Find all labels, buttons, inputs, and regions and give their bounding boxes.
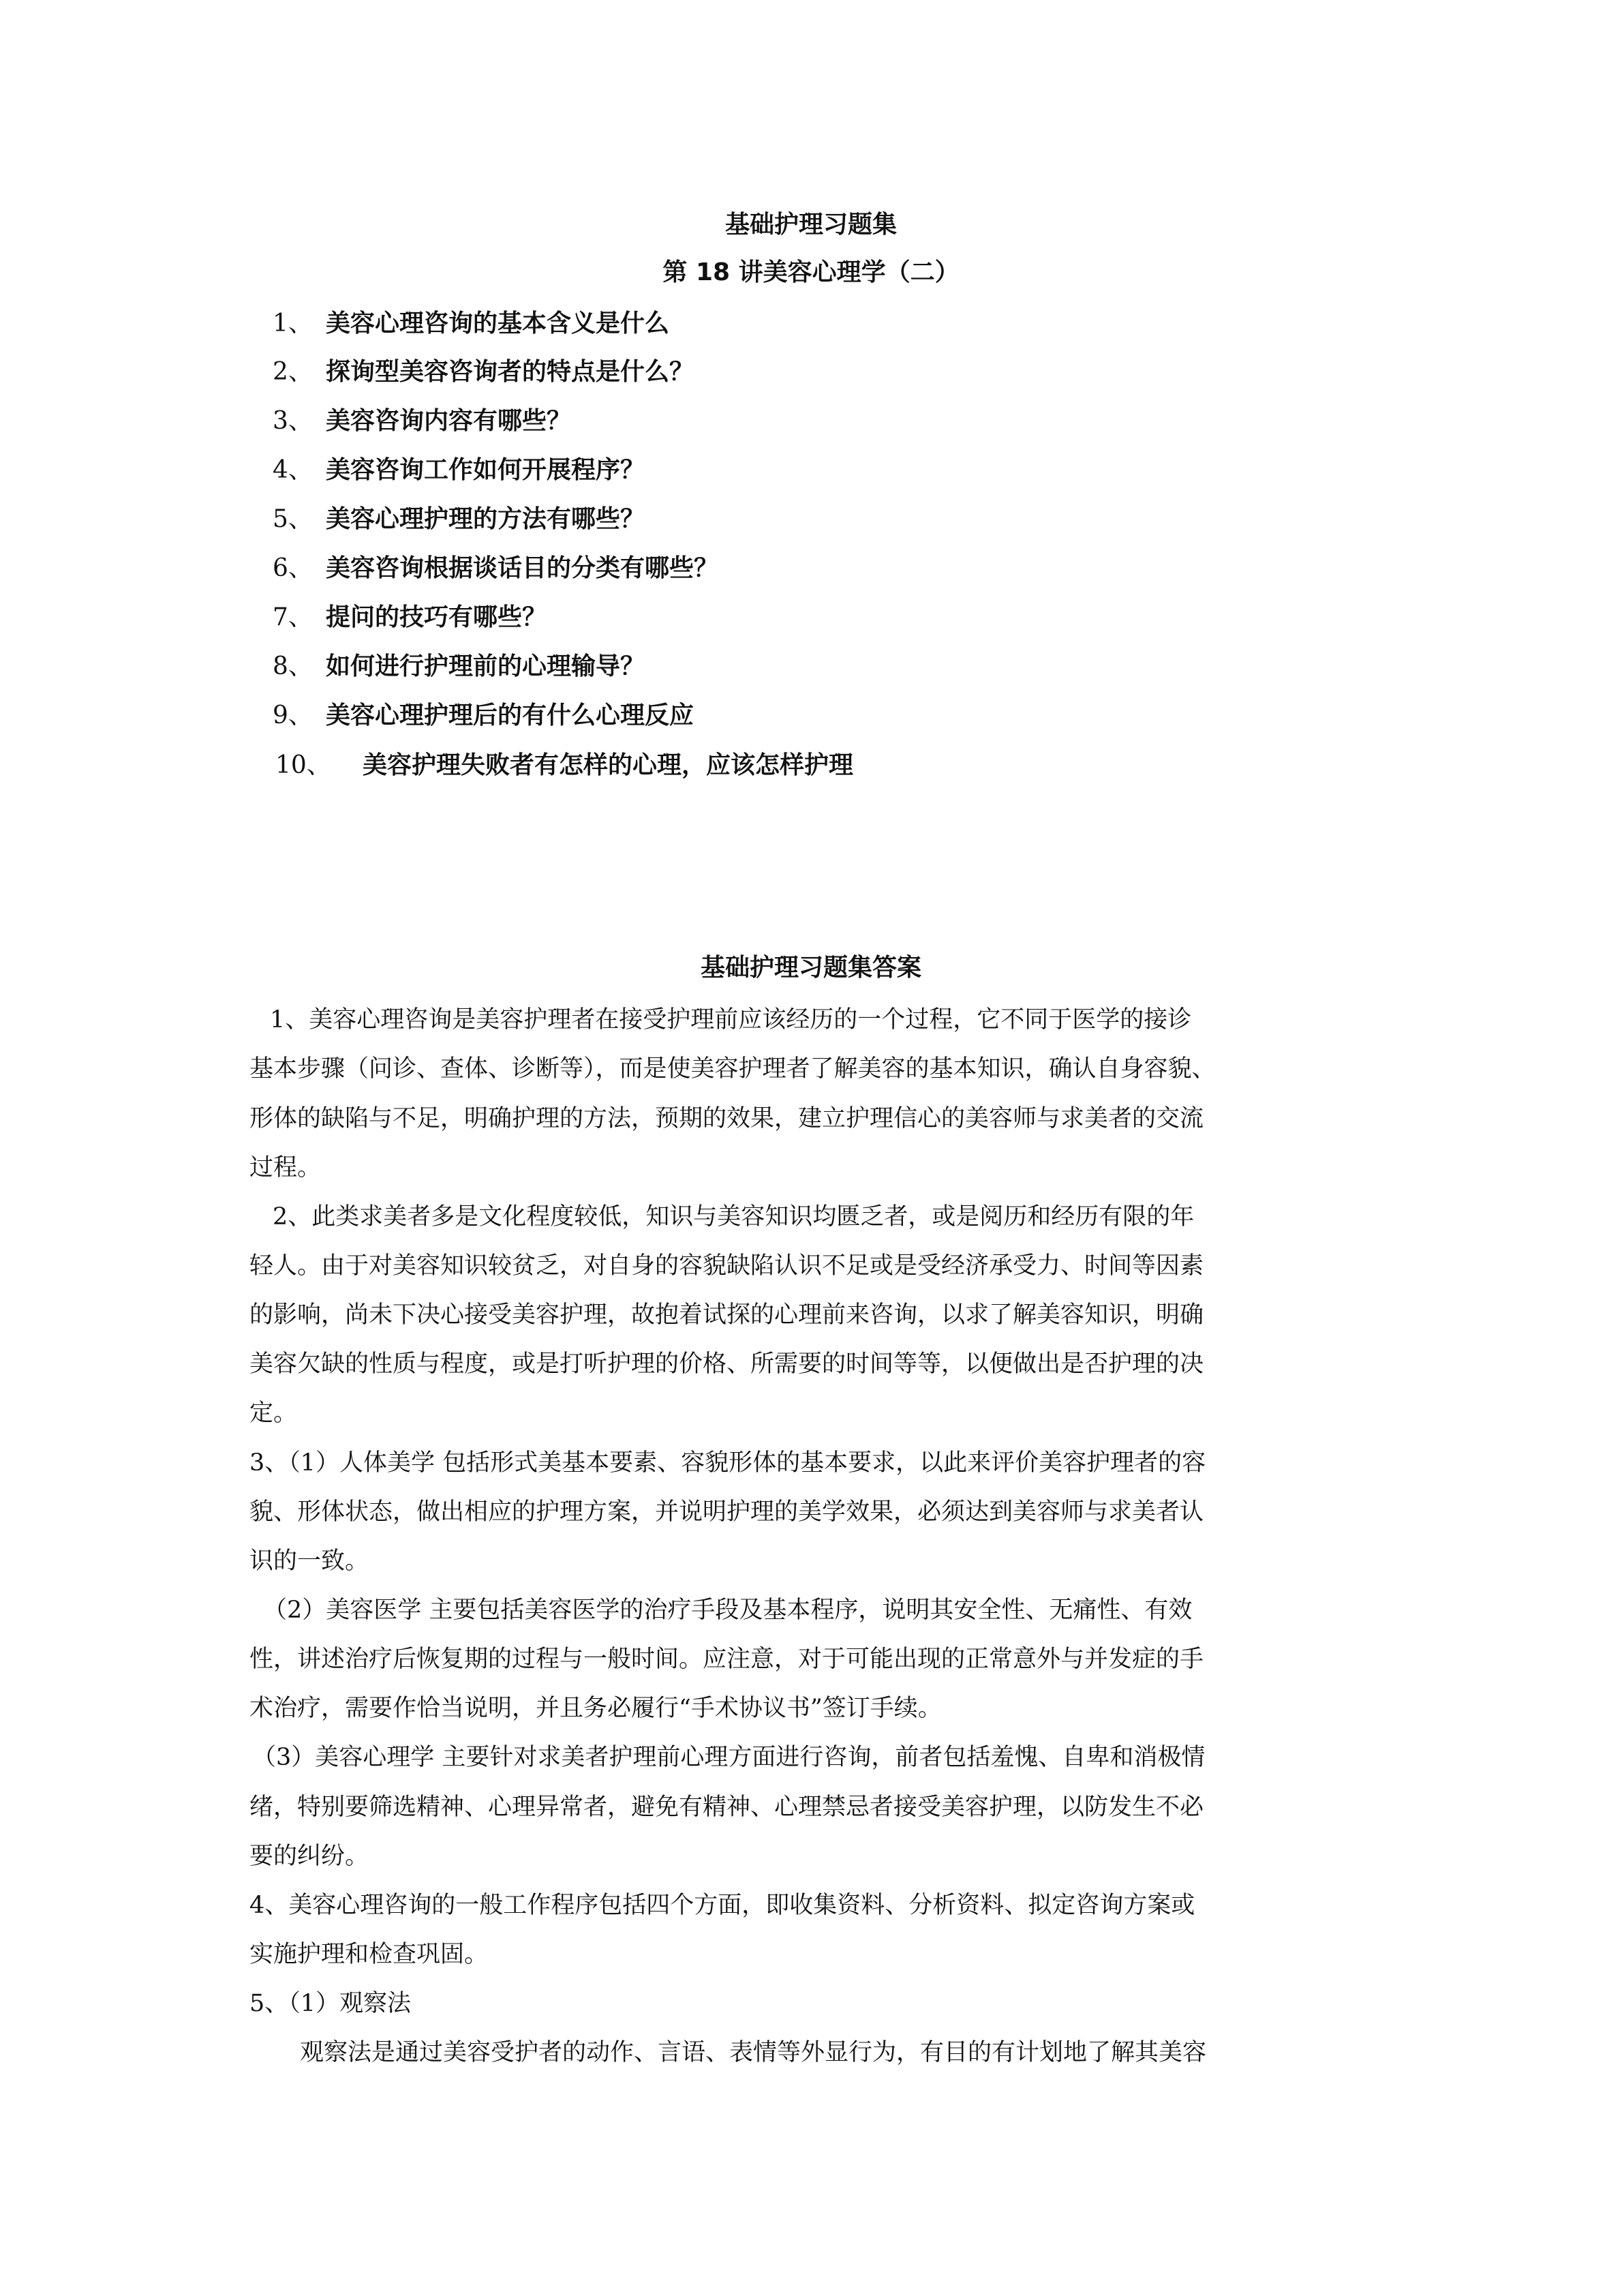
question-item <box>0 454 1622 487</box>
answer-line <box>0 1594 1622 1627</box>
question-text: 美容心理护理的方法有哪些？ <box>326 505 645 533</box>
answer-line <box>0 1545 1622 1577</box>
question-number: 2、 <box>273 358 313 386</box>
answer-line <box>0 1643 1622 1676</box>
question-item <box>0 552 1622 585</box>
answer-line <box>0 1053 1622 1085</box>
answer-line-text: 3、（1）人体美学 包括形式美基本要素、容貌形体的基本要求，以此来评价美容护理者的容 <box>249 1449 1206 1477</box>
answer-line <box>0 1938 1622 1971</box>
answer-line <box>0 1299 1622 1331</box>
answers-title: 基础护理习题集答案 <box>700 954 921 982</box>
answer-line <box>0 1250 1622 1282</box>
answer-line <box>0 1840 1622 1873</box>
question-number: 8、 <box>273 652 313 680</box>
question-text: 美容咨询根据谈话目的分类有哪些？ <box>326 554 719 582</box>
answer-line <box>0 1447 1622 1479</box>
answer-line-text: 的影响，尚未下决心接受美容护理，故抱着试探的心理前来咨询，以求了解美容知识，明确 <box>249 1301 1204 1329</box>
answer-line <box>0 1987 1622 2020</box>
question-text: 美容咨询工作如何开展程序？ <box>326 456 645 484</box>
answer-line-text: 5、（1）观察法 <box>249 1990 412 2017</box>
answer-line <box>0 1889 1622 1922</box>
question-number: 4、 <box>273 456 313 484</box>
answer-line <box>0 1151 1622 1184</box>
question-item <box>0 650 1622 683</box>
answer-line <box>0 2036 1622 2069</box>
question-number: 1、 <box>273 309 313 337</box>
answer-line-text: 2、此类求美者多是文化程度较低，知识与美容知识均匮乏者，或是阅历和经历有限的年 <box>273 1203 1195 1230</box>
question-number: 10、 <box>275 751 331 779</box>
answer-line-text: 绪，特别要筛选精神、心理异常者，避免有精神、心理禁忌者接受美容护理，以防发生不必 <box>249 1794 1204 1821</box>
answer-line-text: 识的一致。 <box>249 1547 369 1575</box>
answer-line-text: 观察法是通过美容受护者的动作、言语、表情等外显行为，有目的有计划地了解其美容 <box>300 2039 1207 2066</box>
exercise-subtitle: 第 18 讲美容心理学（二） <box>662 258 960 286</box>
answer-line <box>0 1102 1622 1135</box>
answer-line <box>0 1200 1622 1233</box>
question-item <box>0 405 1622 438</box>
answer-line-text: 美容欠缺的性质与程度，或是打听护理的价格、所需要的时间等等，以便做出是否护理的决 <box>249 1350 1204 1378</box>
question-number: 6、 <box>273 554 313 582</box>
answer-line <box>0 1397 1622 1430</box>
answer-line-text: 4、美容心理咨询的一般工作程序包括四个方面，即收集资料、分析资料、拟定咨询方案或 <box>249 1892 1195 1919</box>
answer-line <box>0 1496 1622 1528</box>
question-text: 如何进行护理前的心理输导？ <box>326 652 645 680</box>
question-item <box>0 699 1622 732</box>
question-item <box>0 749 1622 782</box>
answer-line-text: 基本步骤（问诊、查体、诊断等），而是使美容护理者了解美容的基本知识，确认自身容貌、 <box>249 1055 1216 1083</box>
question-item <box>0 307 1622 340</box>
answer-line-text: 定。 <box>249 1400 298 1427</box>
question-number: 9、 <box>273 701 313 729</box>
question-text: 提问的技巧有哪些？ <box>326 603 547 631</box>
answer-line-text: （2）美容医学 主要包括美容医学的治疗手段及基本程序，说明其安全性、无痛性、有效 <box>263 1597 1193 1624</box>
answer-line <box>0 1791 1622 1824</box>
question-item <box>0 503 1622 536</box>
question-text: 美容心理护理后的有什么心理反应 <box>326 701 694 729</box>
answer-line-text: 轻人。由于对美容知识较贫乏，对自身的容貌缺陷认识不足或是受经济承受力、时间等因素 <box>249 1252 1204 1280</box>
question-text: 美容咨询内容有哪些？ <box>326 407 572 435</box>
answer-line-text: 术治疗，需要作恰当说明，并且务必履行“手术协议书”签订手续。 <box>249 1695 942 1722</box>
answer-line-text: 性，讲述治疗后恢复期的过程与一般时间。应注意，对于可能出现的正常意外与并发症的手 <box>249 1646 1204 1673</box>
answer-line-text: （3）美容心理学 主要针对求美者护理前心理方面进行咨询，前者包括羞愧、自卑和消极情 <box>252 1744 1206 1771</box>
answer-line-text: 要的纠纷。 <box>249 1843 369 1870</box>
exercise-title: 基础护理习题集 <box>724 211 897 239</box>
question-number: 5、 <box>273 505 313 533</box>
question-text: 美容护理失败者有怎样的心理，应该怎样护理 <box>363 751 854 779</box>
question-number: 3、 <box>273 407 313 435</box>
answer-line <box>0 1003 1622 1036</box>
answer-line <box>0 1348 1622 1380</box>
answer-line-text: 1、美容心理咨询是美容护理者在接受护理前应该经历的一个过程，它不同于医学的接诊 <box>270 1006 1192 1033</box>
answer-line <box>0 1741 1622 1774</box>
question-item <box>0 601 1622 634</box>
question-item <box>0 356 1622 389</box>
question-number: 7、 <box>273 603 313 631</box>
question-text: 探询型美容咨询者的特点是什么？ <box>326 358 694 386</box>
answer-line-text: 形体的缺陷与不足，明确护理的方法，预期的效果，建立护理信心的美容师与求美者的交流 <box>249 1105 1204 1132</box>
answer-line-text: 貌、形体状态，做出相应的护理方案，并说明护理的美学效果，必须达到美容师与求美者认 <box>249 1498 1204 1526</box>
answer-line-text: 过程。 <box>249 1154 322 1181</box>
answer-line-text: 实施护理和检查巩固。 <box>249 1941 489 1968</box>
answer-line <box>0 1692 1622 1725</box>
question-text: 美容心理咨询的基本含义是什么 <box>326 309 670 337</box>
